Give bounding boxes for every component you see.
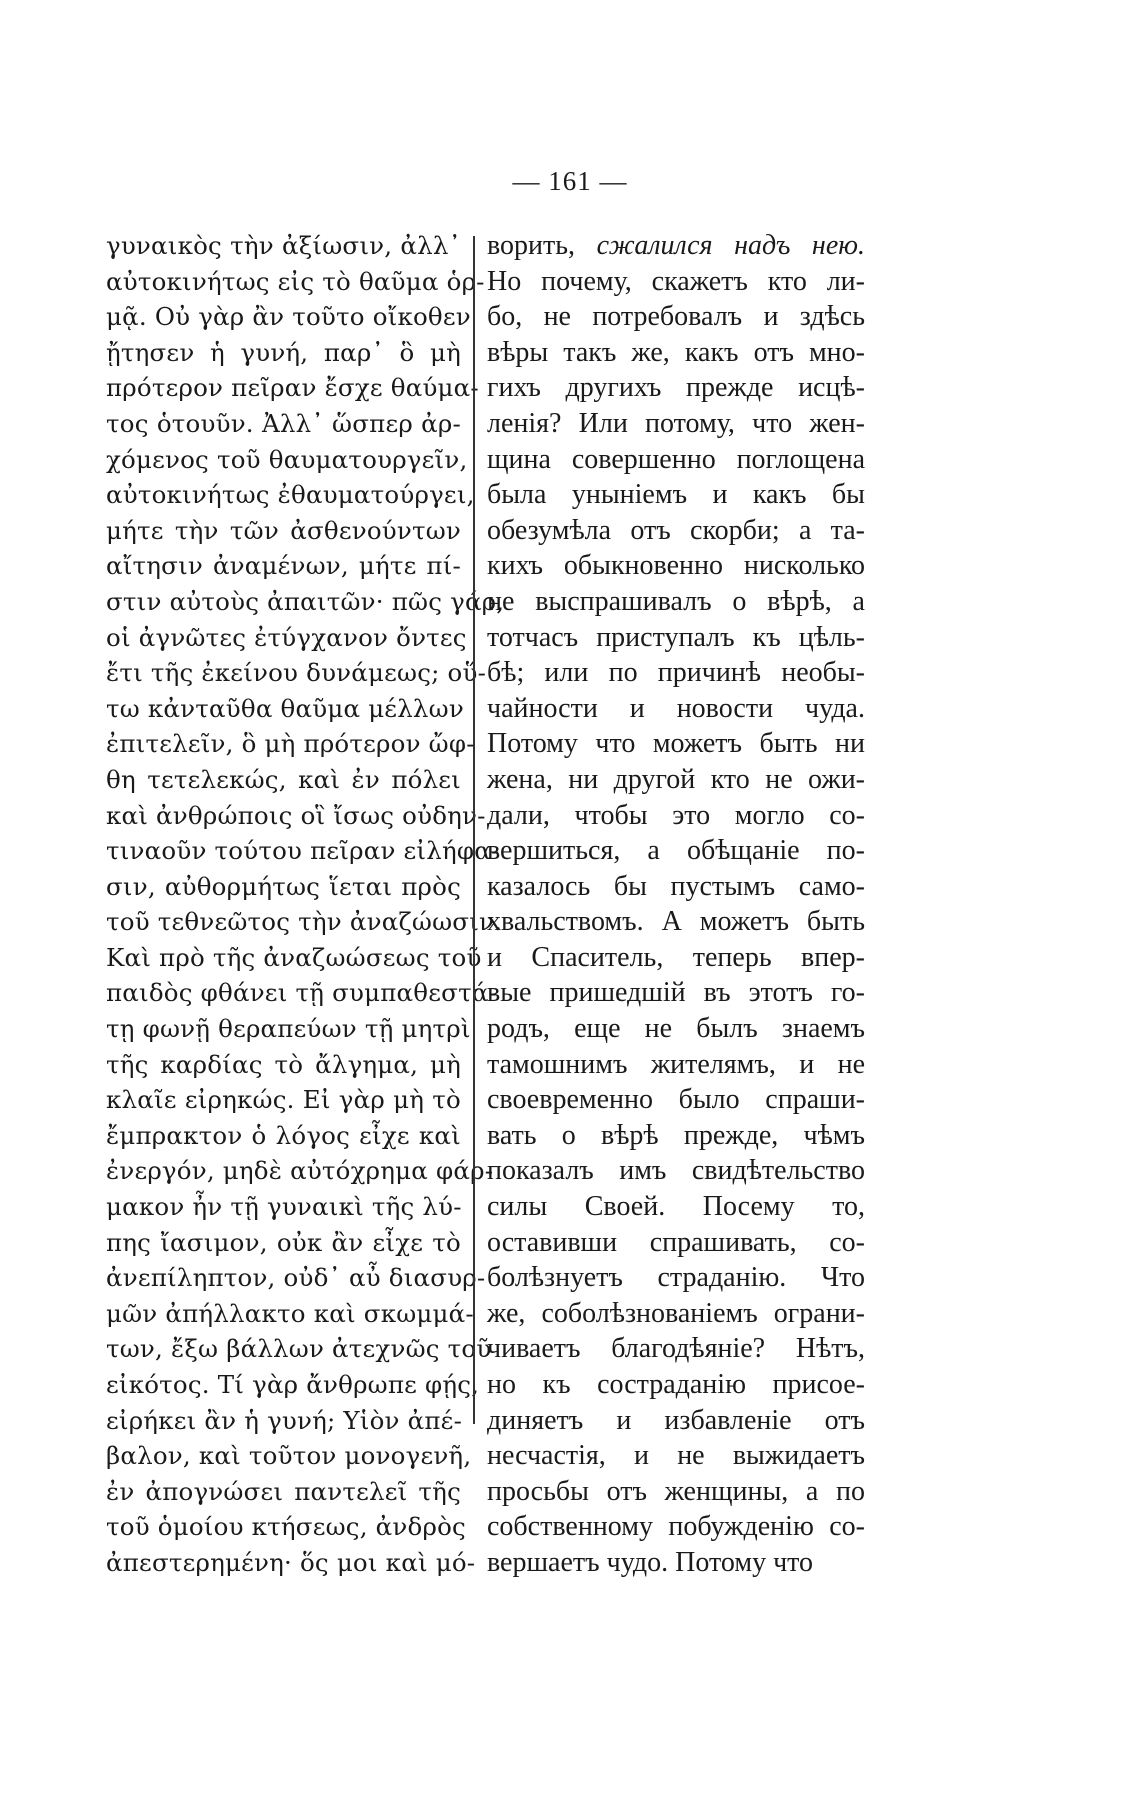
greek-line: τῃ φωνῇ θεραπεύων τῇ μητρὶ xyxy=(106,1014,471,1044)
russian-line: собственному побужденію со- xyxy=(487,1511,865,1543)
greek-line: ἐπιτελεῖν, ὃ μὴ πρότερον ὤφ- xyxy=(106,729,475,759)
russian-line: родъ, еще не былъ знаемъ xyxy=(487,1013,865,1045)
greek-line: των, ἔξω βάλλων ἀτεχνῶς τοῦ xyxy=(106,1334,492,1364)
greek-line: χόμενος τοῦ θαυματουργεῖν, xyxy=(106,444,468,474)
greek-line: αἴτησιν ἀναμένων, μήτε πί- xyxy=(106,551,461,581)
russian-line: несчастія, и не выжидаетъ xyxy=(487,1440,865,1472)
greek-line: ἐν ἀπογνώσει παντελεῖ τῆς xyxy=(106,1476,461,1506)
russian-line: чиваетъ благодѣяніе? Нѣтъ, xyxy=(487,1333,865,1365)
greek-line: ᾔτησεν ἡ γυνή, παρ᾽ ὃ μὴ xyxy=(106,337,461,367)
greek-column xyxy=(106,228,505,1581)
greek-line: ἀνεπίληπτον, οὐδ᾽ αὖ διασυρ- xyxy=(106,1263,486,1293)
russian-line: Потому что можетъ быть ни xyxy=(487,728,865,760)
greek-line: μᾷ. Οὐ γὰρ ἂν τοῦτο οἴκοθεν xyxy=(106,302,471,332)
greek-line: γυναικὸς τὴν ἀξίωσιν, ἀλλ᾽ xyxy=(106,231,461,260)
greek-line: τος ὁτουῦν. Ἀλλ᾽ ὥσπερ ἀρ- xyxy=(106,408,461,438)
greek-line: οἱ ἀγνῶτες ἐτύγχανον ὄντες xyxy=(106,622,467,652)
russian-line: вать о вѣрѣ прежде, чѣмъ xyxy=(487,1119,865,1151)
russian-line: своевременно было спраши- xyxy=(487,1084,865,1116)
russian-line: вершиться, а обѣщаніе по- xyxy=(487,835,865,867)
greek-line: Καὶ πρὸ τῆς ἀναζωώσεως τοῦ xyxy=(106,942,482,972)
greek-line: μήτε τὴν τῶν ἀσθενούντων xyxy=(106,515,461,545)
russian-line xyxy=(487,228,865,264)
russian-line: жена, ни другой кто не ожи- xyxy=(487,763,865,795)
russian-line-plain: ворить, xyxy=(487,230,597,261)
russian-column xyxy=(487,228,865,1581)
russian-line: Но почему, скажетъ кто ли- xyxy=(487,265,865,297)
russian-line: ленія? Или потому, что жен- xyxy=(487,407,865,439)
russian-line: вершаетъ чудо. Потому что xyxy=(487,1546,814,1578)
russian-line: чайности и новости чуда. xyxy=(487,692,865,724)
russian-line: вѣры такъ же, какъ отъ мно- xyxy=(487,336,865,368)
greek-line: παιδὸς φθάνει τῇ συμπαθεστά- xyxy=(106,978,498,1008)
russian-line: тотчасъ приступалъ къ цѣль- xyxy=(487,621,865,653)
greek-line: ἔμπρακτον ὁ λόγος εἶχε καὶ xyxy=(106,1120,461,1150)
greek-line: ἔτι τῆς ἐκείνου δυνάμεως; οὕ- xyxy=(106,658,487,688)
russian-line: дали, чтобы это могло со- xyxy=(487,799,865,831)
greek-line: τῆς καρδίας τὸ ἄλγημα, μὴ xyxy=(106,1049,461,1079)
russian-line: болѣзнуетъ страданію. Что xyxy=(487,1262,865,1294)
russian-line: но къ состраданію присое- xyxy=(487,1369,865,1400)
greek-line: αὐτοκινήτως ἐθαυματούργει, xyxy=(106,480,475,510)
greek-line: ἐνεργόν, μηδὲ αὐτόχρημα φάρ- xyxy=(106,1156,494,1186)
russian-line: обезумѣла отъ скорби; а та- xyxy=(487,514,865,546)
greek-line: εἰρήκει ἂν ἡ γυνή; Υἱὸν ἀπέ- xyxy=(106,1405,463,1435)
russian-line: не выспрашивалъ о вѣрѣ, а xyxy=(487,585,865,617)
greek-line: στιν αὐτοὺς ἀπαιτῶν· πῶς γάρ, xyxy=(106,586,505,616)
russian-line: оставивши спрашивать, со- xyxy=(487,1226,865,1258)
greek-line: τοῦ ὁμοίου κτήσεως, ἀνδρὸς xyxy=(106,1512,466,1542)
russian-line: была уныніемъ и какъ бы xyxy=(487,479,865,511)
greek-line: εἰκότος. Τί γὰρ ἄνθρωπε φῄς, xyxy=(106,1370,480,1399)
page-number: — 161 — xyxy=(512,166,628,196)
greek-line: πρότερον πεῖραν ἔσχε θαύμα- xyxy=(106,373,479,403)
greek-line: αὐτοκινήτως εἰς τὸ θαῦμα ὁρ- xyxy=(106,266,485,296)
russian-line: кихъ обыкновенно нисколько xyxy=(487,550,865,582)
greek-line: σιν, αὐθορμήτως ἵεται πρὸς xyxy=(106,871,461,901)
russian-line-italic: сжалился надъ нею. xyxy=(596,230,865,261)
russian-line: казалось бы пустымъ само- xyxy=(487,870,865,902)
russian-line: же, соболѣзнованіемъ ограни- xyxy=(487,1297,865,1329)
russian-line: гихъ другихъ прежде исцѣ- xyxy=(487,372,865,404)
russian-line: просьбы отъ женщины, а по xyxy=(487,1475,865,1507)
greek-line: τιναοῦν τούτου πεῖραν εἰλήφα- xyxy=(106,836,500,866)
greek-line: βαλον, καὶ τοῦτον μονογενῆ, xyxy=(106,1441,472,1471)
russian-line: вые пришедшій въ этотъ го- xyxy=(487,977,865,1009)
russian-line: бо, не потребовалъ и здѣсь xyxy=(487,301,865,333)
greek-line: θη τετελεκώς, καὶ ἐν πόλει xyxy=(106,764,461,794)
russian-line: силы Своей. Посему то, xyxy=(487,1191,865,1223)
greek-line: κλαῖε εἰρηκώς. Εἰ γὰρ μὴ τὸ xyxy=(106,1085,461,1115)
greek-line: καὶ ἀνθρώποις οἳ ἴσως οὐδην- xyxy=(106,800,486,830)
russian-line: и Спаситель, теперь впер- xyxy=(487,941,865,973)
russian-line: щина совершенно поглощена xyxy=(487,443,865,475)
greek-line: τοῦ τεθνεῶτος τὴν ἀναζώωσιν. xyxy=(106,907,503,937)
greek-line: μακον ἦν τῇ γυναικὶ τῆς λύ- xyxy=(106,1192,462,1222)
russian-line: показалъ имъ свидѣтельство xyxy=(487,1155,865,1187)
column-divider xyxy=(473,236,475,1424)
russian-line: тамошнимъ жителямъ, и не xyxy=(487,1048,865,1080)
russian-line: диняетъ и избавленіе отъ xyxy=(487,1404,865,1436)
russian-line: бѣ; или по причинѣ необы- xyxy=(487,657,865,689)
greek-line: τω κἀνταῦθα θαῦμα μέλλων xyxy=(106,693,464,723)
greek-line: ἀπεστερημένη· ὅς μοι καὶ μό- xyxy=(106,1547,476,1577)
greek-line: μῶν ἀπήλλακτο καὶ σκωμμά- xyxy=(106,1298,474,1328)
russian-line: хвальствомъ. А можетъ быть xyxy=(487,906,865,938)
greek-line: πης ἴασιμον, οὐκ ἂν εἶχε τὸ xyxy=(106,1227,461,1257)
